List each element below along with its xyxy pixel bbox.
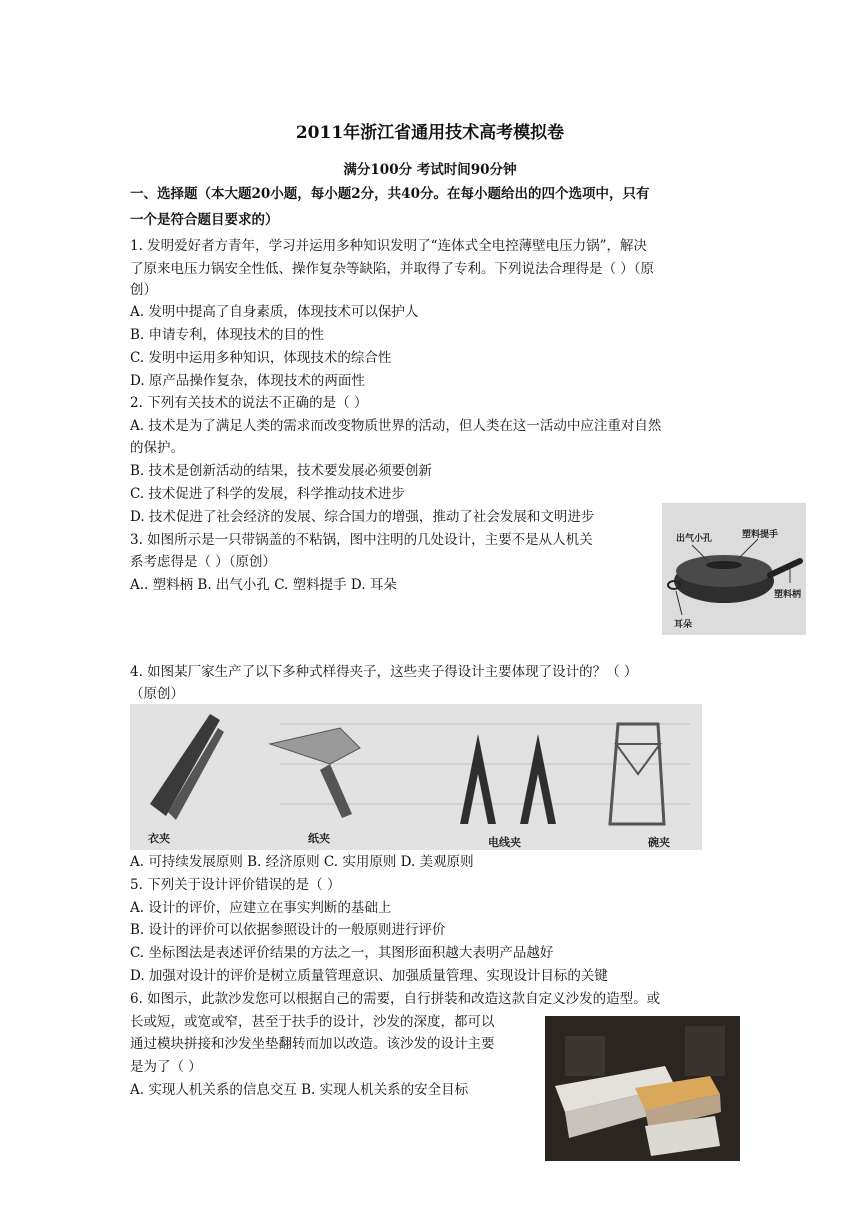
q2-option-a-cont: 的保护。	[130, 440, 184, 456]
q3-options: A.. 塑料柄 B. 出气小孔 C. 塑料提手 D. 耳朵	[130, 577, 397, 593]
q4-stem: 4. 如图某厂家生产了以下多种式样得夹子，这些夹子得设计主要体现了设计的？（ ）	[130, 664, 638, 680]
pan-label-ear: 耳朵	[674, 620, 693, 630]
q2-option-b: B. 技术是创新活动的结果，技术要发展必须要创新	[130, 463, 433, 479]
clips-figure	[130, 704, 702, 850]
clip-label-wire: 电线夹	[488, 836, 521, 849]
q5-option-c: C. 坐标图法是表述评价结果的方法之一，其图形面积越大表明产品越好	[130, 945, 554, 961]
clip-label-bowl: 碗夹	[648, 836, 670, 849]
section-heading-cont: 一个是符合题目要求的）	[130, 212, 279, 228]
q5-option-d: D. 加强对设计的评价是树立质量管理意识、加强质量管理、实现设计目标的关键	[130, 968, 608, 984]
clip-label-paper: 纸夹	[308, 832, 330, 845]
q1-stem-cont: 了原来电压力锅安全性低、操作复杂等缺陷，并取得了专利。下列说法合理得是（ ）（原	[130, 261, 655, 277]
pan-illustration	[662, 503, 806, 635]
q3-stem: 3. 如图所示是一只带锅盖的不粘锅，图中注明的几处设计，主要不是从人机关	[130, 532, 593, 548]
q6-stem-cont3: 是为了（ ）	[130, 1059, 202, 1075]
q2-option-d: D. 技术促进了社会经济的发展、综合国力的增强，推动了社会发展和文明进步	[130, 509, 595, 525]
sofa-photo	[545, 1016, 740, 1161]
sofa-illustration	[545, 1016, 740, 1161]
q2-stem: 2. 下列有关技术的说法不正确的是（ ）	[130, 395, 368, 411]
q5-option-b: B. 设计的评价可以依据参照设计的一般原则进行评价	[130, 922, 446, 938]
q4-options: A. 可持续发展原则 B. 经济原则 C. 实用原则 D. 美观原则	[130, 854, 474, 870]
clip-label-clothes: 衣夹	[148, 832, 170, 845]
q5-stem: 5. 下列关于设计评价错误的是（ ）	[130, 877, 341, 893]
q1-option-b: B. 申请专利，体现技术的目的性	[130, 327, 325, 343]
q2-option-a: A. 技术是为了满足人类的需求而改变物质世界的活动，但人类在这一活动中应注重对自然	[130, 418, 662, 434]
q1-option-a: A. 发明中提高了自身素质，体现技术可以保护人	[130, 304, 419, 320]
q1-option-c: C. 发明中运用多种知识，体现技术的综合性	[130, 350, 392, 366]
q6-stem-cont: 长或短，或宽或窄，甚至于扶手的设计，沙发的深度，都可以	[130, 1014, 495, 1030]
clips-illustration	[130, 704, 702, 850]
q6-stem: 6. 如图示，此款沙发您可以根据自己的需要，自行拼装和改造这款自定义沙发的造型。或	[130, 991, 661, 1007]
q4-stem-cont: （原创）	[130, 686, 184, 702]
pan-label-lid-handle: 塑料提手	[742, 530, 779, 540]
q1-stem-cont2: 创）	[130, 282, 157, 298]
page-title: 2011年浙江省通用技术高考模拟卷	[295, 123, 565, 143]
q1-option-d: D. 原产品操作复杂，体现技术的两面性	[130, 373, 365, 389]
q5-option-a: A. 设计的评价，应建立在事实判断的基础上	[130, 900, 392, 916]
q6-options: A. 实现人机关系的信息交互 B. 实现人机关系的安全目标	[130, 1082, 469, 1098]
pan-figure	[662, 503, 806, 635]
q2-option-c: C. 技术促进了科学的发展，科学推动技术进步	[130, 486, 405, 502]
pan-label-handle: 塑料柄	[774, 590, 802, 600]
pan-label-vent: 出气小孔	[676, 534, 713, 544]
page-subtitle: 满分100分 考试时间90分钟	[343, 162, 517, 178]
section-heading: 一、选择题（本大题20小题，每小题2分，共40分。在每小题给出的四个选项中，只有	[130, 186, 650, 202]
q6-stem-cont2: 通过模块拼接和沙发坐垫翻转而加以改造。该沙发的设计主要	[130, 1036, 495, 1052]
q1-stem: 1. 发明爱好者方青年，学习并运用多种知识发明了“连体式全电控薄壁电压力锅”，解决	[130, 238, 647, 254]
q3-stem-cont: 系考虑得是（ ）（原创）	[130, 554, 277, 570]
